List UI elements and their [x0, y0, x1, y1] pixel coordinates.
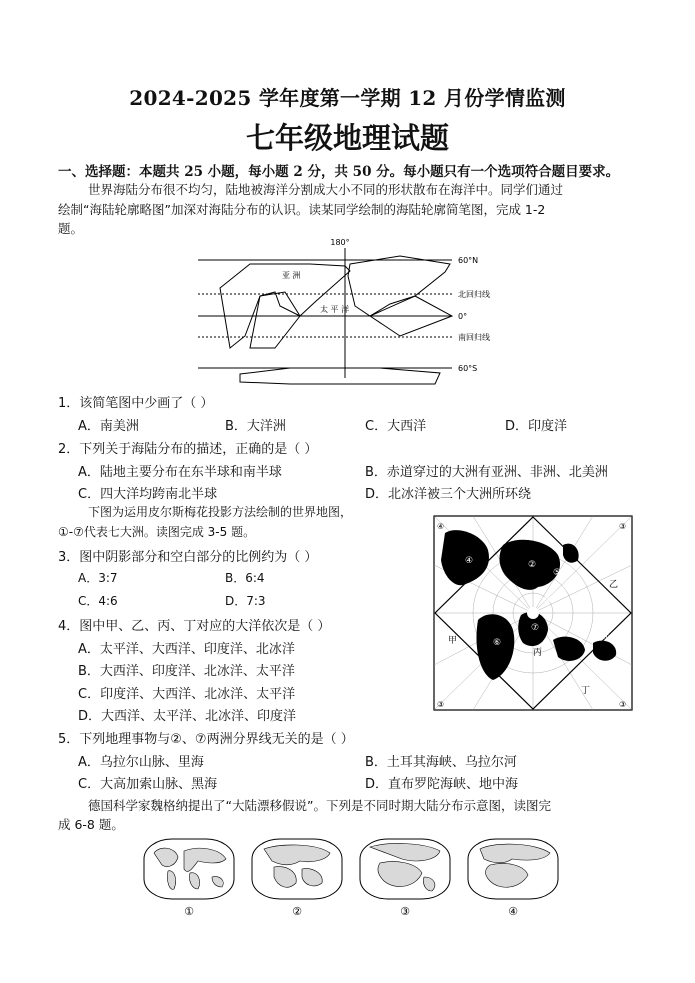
continent-1-label: ① [603, 633, 611, 642]
q5-option-c[interactable]: C．大高加索山脉、黑海 [78, 777, 218, 792]
drift-map-4 [468, 839, 558, 918]
intro2-line1: 下图为运用皮尔斯梅花投影方法绘制的世界地图， [88, 505, 353, 519]
drift-caption-2: ② [292, 905, 302, 918]
lat-60n-label: 60°N [458, 256, 479, 265]
q1-option-b[interactable]: B．大洋洲 [225, 419, 286, 434]
question-3-stem: 3．图中阴影部分和空白部分的比例约为（ ） [58, 550, 318, 565]
fig1-top-label: 180° [330, 238, 350, 247]
pacific-label: 太 平 洋 [320, 305, 350, 314]
ocean-ding-label: 丁 [581, 686, 591, 696]
q1-option-a[interactable]: A．南美洲 [78, 419, 139, 434]
drift-caption-1: ① [184, 905, 194, 918]
ocean-bing-label: 丙 [533, 648, 543, 658]
intro1-line3: 题。 [58, 221, 84, 236]
continent-6-label: ⑥ [493, 638, 502, 648]
africa-shape [250, 292, 300, 348]
ocean-yi-label: 乙 [609, 580, 619, 590]
drift-map-3 [360, 839, 450, 918]
q2-option-d[interactable]: D．北冰洋被三个大洲所环绕 [365, 487, 532, 502]
intro1-line1: 世界海陆分布很不均匀，陆地被海洋分割成大小不同的形状散布在海洋中。同学们通过 [88, 182, 564, 197]
drift-map-2 [252, 839, 342, 918]
q5-option-a[interactable]: A．乌拉尔山脉、里海 [78, 755, 204, 770]
question-2-stem: 2．下列关于海陆分布的描述，正确的是（ ） [58, 442, 318, 457]
sea-land-sketch-figure [190, 236, 500, 386]
intro3-line1: 德国科学家魏格纳提出了“大陆漂移假说”。下列是不同时期大陆分布示意图，读图完 [88, 798, 551, 813]
q3-option-a[interactable]: A．3:7 [78, 571, 118, 585]
corner-tl-label: ④ [437, 522, 445, 531]
continent-2-label: ② [528, 560, 537, 570]
corner-bl-label: ③ [437, 700, 445, 709]
tropic-capricorn-label: 南回归线 [458, 333, 490, 342]
equator-label: 0° [458, 312, 468, 321]
continent-4-label: ④ [465, 556, 474, 566]
peirce-world-map-figure [433, 515, 633, 711]
q1-option-c[interactable]: C．大西洋 [365, 419, 427, 434]
corner-tr-label: ③ [619, 522, 627, 531]
question-5-stem: 5．下列地理事物与②、⑦两洲分界线无关的是（ ） [58, 732, 354, 747]
q4-option-c[interactable]: C．印度洋、大西洋、北冰洋、太平洋 [78, 687, 296, 702]
q2-option-a[interactable]: A．陆地主要分布在东半球和南半球 [78, 465, 282, 480]
section-heading: 一、选择题：本题共 25 小题，每小题 2 分，共 50 分。每小题只有一个选项符合题目要求。 [58, 164, 620, 180]
intro3-line2: 成 6-8 题。 [58, 817, 124, 832]
q5-option-b[interactable]: B．土耳其海峡、乌拉尔河 [365, 755, 517, 770]
q3-option-b[interactable]: B．6:4 [225, 571, 265, 585]
q2-option-c[interactable]: C．四大洋均跨南北半球 [78, 487, 218, 502]
drift-caption-3: ③ [400, 905, 410, 918]
q3-option-d[interactable]: D．7:3 [225, 594, 266, 608]
continent-7-label: ⑦ [531, 623, 540, 633]
q2-option-b[interactable]: B．赤道穿过的大洲有亚洲、非洲、北美洲 [365, 465, 608, 480]
q4-option-d[interactable]: D．大西洋、太平洋、北冰洋、印度洋 [78, 709, 297, 724]
q4-option-b[interactable]: B．大西洋、印度洋、北冰洋、太平洋 [78, 664, 295, 679]
tropic-cancer-label: 北回归线 [458, 290, 490, 299]
question-1-stem: 1．该简笔图中少画了（ ） [58, 396, 214, 411]
q5-option-d[interactable]: D．直布罗陀海峡、地中海 [365, 777, 519, 792]
q1-option-d[interactable]: D．印度洋 [505, 419, 568, 434]
continent-3-label: ③ [543, 596, 552, 606]
ocean-jia-label: 甲 [448, 636, 458, 646]
continent-5-label: ⑤ [553, 568, 562, 578]
intro1-line2: 绘制“海陆轮廓略图”加深对海陆分布的认识。读某同学绘制的海陆轮廓简笔图，完成 1-2 [58, 202, 546, 217]
antarctica-shape [240, 368, 440, 384]
corner-br-label: ③ [619, 700, 627, 709]
drift-map-1 [144, 839, 234, 918]
drift-caption-4: ④ [508, 905, 518, 918]
intro2-line2: ①-⑦代表七大洲。读图完成 3-5 题。 [58, 525, 256, 539]
exam-subject-title: 七年级地理试题 [245, 121, 449, 155]
question-4-stem: 4．图中甲、乙、丙、丁对应的大洋依次是（ ） [58, 619, 331, 634]
exam-title: 2024-2025 学年度第一学期 12 月份学情监测 [129, 86, 566, 110]
asia-label: 亚 洲 [282, 271, 301, 280]
continental-drift-figure [140, 835, 560, 921]
q4-option-a[interactable]: A．太平洋、大西洋、印度洋、北冰洋 [78, 642, 295, 657]
q3-option-c[interactable]: C．4:6 [78, 594, 118, 608]
lat-60s-label: 60°S [458, 364, 478, 373]
